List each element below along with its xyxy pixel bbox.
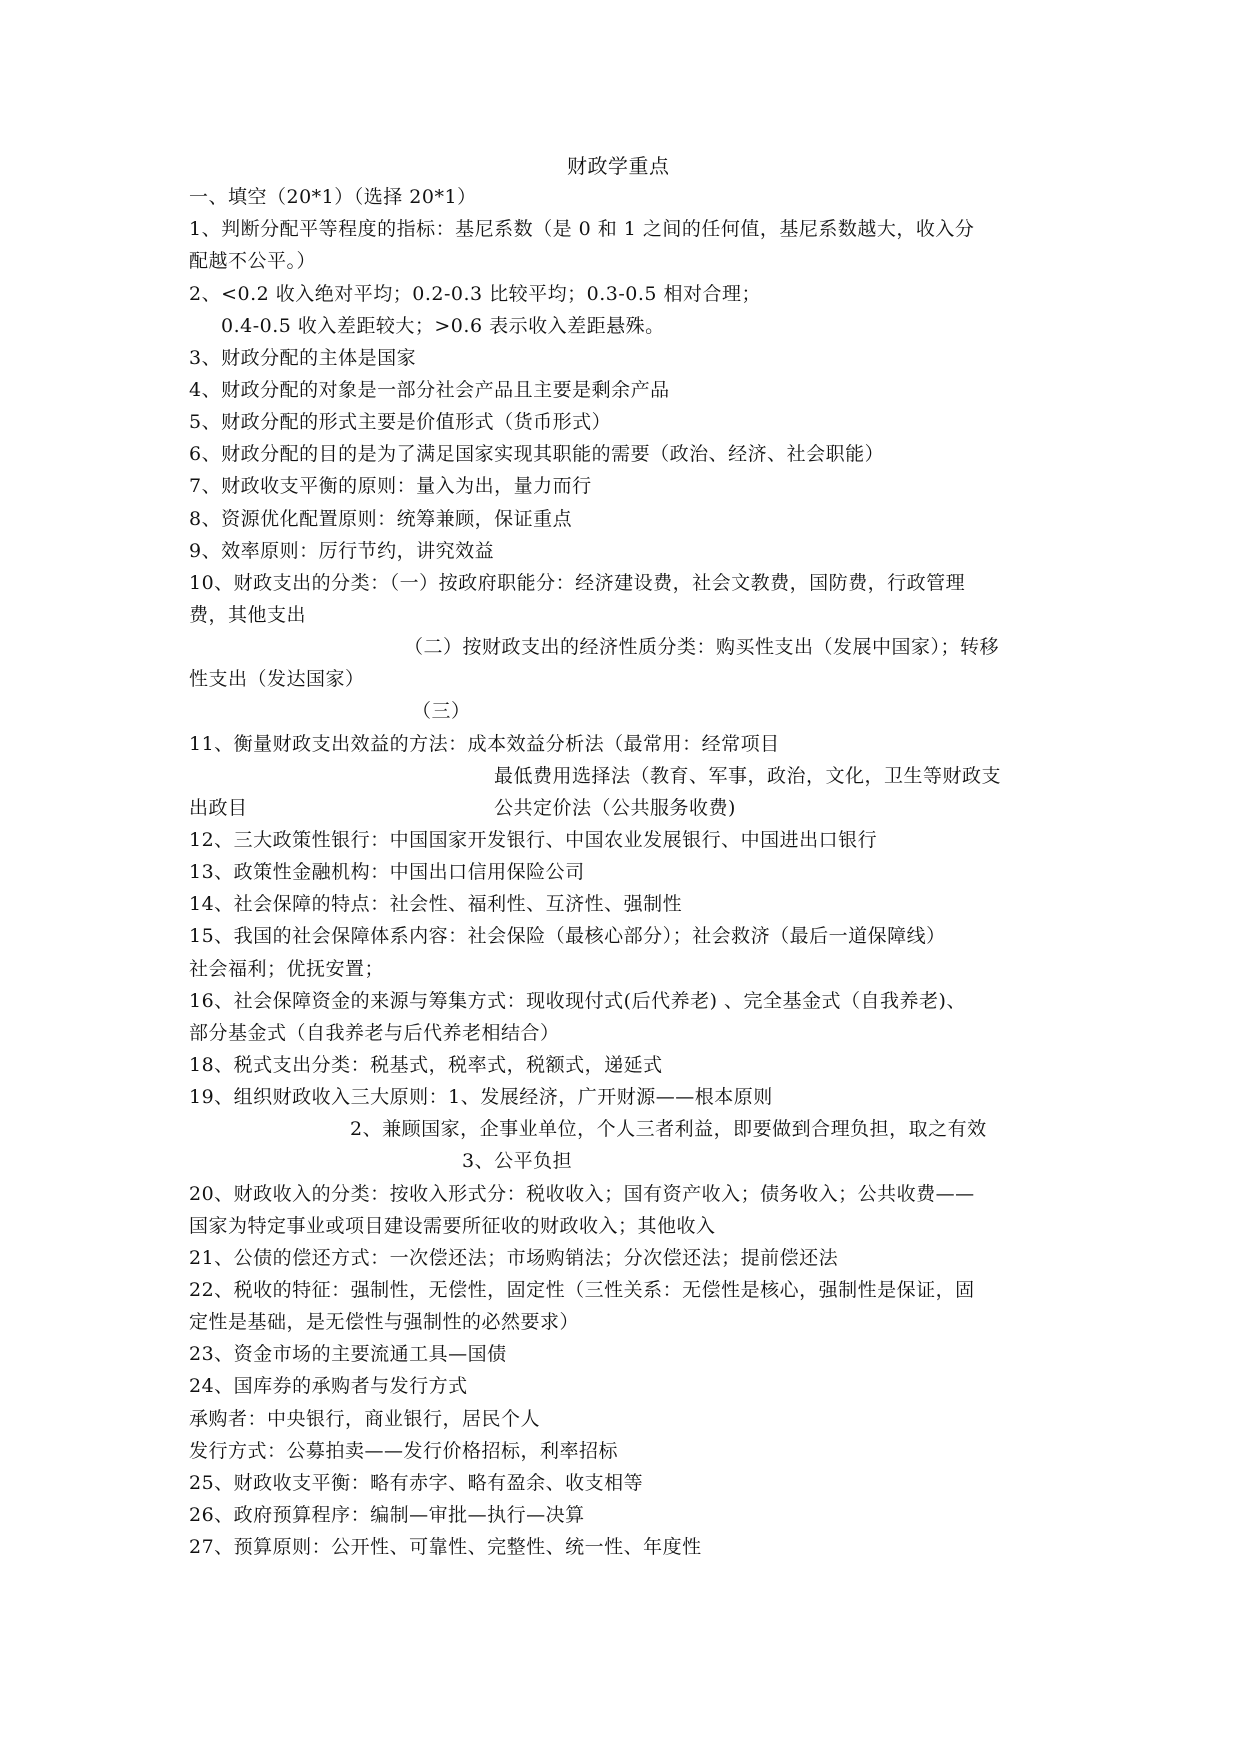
text-line: 16、社会保障资金的来源与筹集方式：现收现付式(后代养老) 、完全基金式（自我养老)、 bbox=[189, 990, 966, 1012]
text-line: 23、资金市场的主要流通工具—国债 bbox=[189, 1343, 507, 1365]
text-line: 25、财政收支平衡：略有赤字、略有盈余、收支相等 bbox=[189, 1472, 644, 1494]
text-line: 9、效率原则：厉行节约，讲究效益 bbox=[189, 540, 495, 562]
document-title: 财政学重点 bbox=[567, 154, 670, 178]
text-line: 8、资源优化配置原则：统筹兼顾，保证重点 bbox=[189, 508, 573, 530]
text-line: 性支出（发达国家） bbox=[189, 668, 365, 690]
text-line: 国家为特定事业或项目建设需要所征收的财政收入；其他收入 bbox=[189, 1215, 716, 1237]
text-line: 社会福利；优抚安置； bbox=[189, 958, 385, 980]
text-line: 6、财政分配的目的是为了满足国家实现其职能的需要（政治、经济、社会职能） bbox=[189, 443, 885, 465]
text-line: 27、预算原则：公开性、可靠性、完整性、统一性、年度性 bbox=[189, 1536, 702, 1558]
text-line: 出政目 bbox=[189, 797, 248, 819]
text-line: 公共定价法（公共服务收费) bbox=[494, 797, 736, 819]
text-line: 14、社会保障的特点：社会性、福利性、互济性、强制性 bbox=[189, 893, 683, 915]
text-line: 3、公平负担 bbox=[462, 1150, 573, 1172]
text-line: 21、公债的偿还方式：一次偿还法；市场购销法；分次偿还法；提前偿还法 bbox=[189, 1247, 839, 1269]
text-line: 12、三大政策性银行：中国国家开发银行、中国农业发展银行、中国进出口银行 bbox=[189, 829, 878, 851]
text-line: 定性是基础，是无偿性与强制性的必然要求） bbox=[189, 1311, 580, 1333]
text-line: 发行方式：公募拍卖——发行价格招标，利率招标 bbox=[189, 1440, 619, 1462]
text-line: 7、财政收支平衡的原则：量入为出，量力而行 bbox=[189, 475, 592, 497]
text-line: 20、财政收入的分类：按收入形式分：税收收入；国有资产收入；债务收入；公共收费—— bbox=[189, 1183, 975, 1205]
text-line: 13、政策性金融机构：中国出口信用保险公司 bbox=[189, 861, 585, 883]
text-line: 部分基金式（自我养老与后代养老相结合） bbox=[189, 1022, 560, 1044]
text-line: 10、财政支出的分类：（一）按政府职能分：经济建设费，社会文教费，国防费，行政管理 bbox=[189, 572, 966, 594]
text-line: 承购者：中央银行，商业银行，居民个人 bbox=[189, 1408, 541, 1430]
text-line: （二）按财政支出的经济性质分类：购买性支出（发展中国家）；转移 bbox=[404, 636, 1000, 658]
text-line: （三） bbox=[412, 700, 471, 722]
text-line: 1、判断分配平等程度的指标：基尼系数（是 0 和 1 之间的任何值，基尼系数越大，收入分 bbox=[189, 218, 975, 240]
text-line: 2、兼顾国家，企事业单位，个人三者利益，即要做到合理负担，取之有效 bbox=[350, 1118, 987, 1140]
text-line: 22、税收的特征：强制性，无偿性，固定性（三性关系：无偿性是核心，强制性是保证，固 bbox=[189, 1279, 975, 1301]
text-line: 3、财政分配的主体是国家 bbox=[189, 347, 417, 369]
text-line: 最低费用选择法（教育、军事，政治，文化，卫生等财政支 bbox=[494, 765, 1002, 787]
text-line: 11、衡量财政支出效益的方法：成本效益分析法（最常用：经常项目 bbox=[189, 733, 780, 755]
text-line: 费，其他支出 bbox=[189, 604, 307, 626]
text-line: 5、财政分配的形式主要是价值形式（货币形式） bbox=[189, 411, 612, 433]
text-line: 2、<0.2 收入绝对平均；0.2-0.3 比较平均；0.3-0.5 相对合理； bbox=[189, 283, 762, 305]
text-line: 24、国库券的承购者与发行方式 bbox=[189, 1375, 468, 1397]
text-line: 15、我国的社会保障体系内容：社会保险（最核心部分）；社会救济（最后一道保障线） bbox=[189, 925, 946, 947]
text-line: 18、税式支出分类：税基式，税率式，税额式，递延式 bbox=[189, 1054, 663, 1076]
text-line: 19、组织财政收入三大原则：1、发展经济，广开财源——根本原则 bbox=[189, 1086, 773, 1108]
text-line: 配越不公平。） bbox=[189, 250, 317, 272]
section-heading: 一、填空（20*1）（选择 20*1） bbox=[189, 186, 477, 208]
text-line: 0.4-0.5 收入差距较大；>0.6 表示收入差距悬殊。 bbox=[221, 315, 665, 337]
text-line: 26、政府预算程序：编制—审批—执行—决算 bbox=[189, 1504, 585, 1526]
text-line: 4、财政分配的对象是一部分社会产品且主要是剩余产品 bbox=[189, 379, 670, 401]
